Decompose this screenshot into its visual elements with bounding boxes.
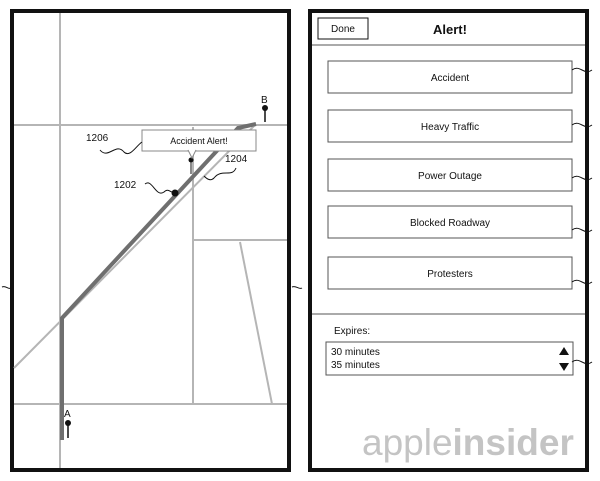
ref-label-1202: 1202: [114, 180, 137, 191]
start-marker-pin-icon: [65, 420, 71, 426]
margin-lead-center: [292, 287, 302, 289]
expires-label: Expires:: [334, 326, 371, 337]
alert-type-power-outage-button[interactable]: [328, 159, 592, 191]
ref-label-1204: 1204: [225, 154, 248, 165]
alert-title: Alert!: [433, 22, 467, 37]
alert-type-label: Accident: [430, 73, 470, 84]
watermark-text: [362, 422, 574, 463]
user-location-dot: [172, 190, 179, 197]
alert-type-label: Protesters: [427, 269, 473, 280]
start-marker-label: A: [64, 409, 71, 420]
watermark-bold-part: insider: [452, 422, 574, 463]
appleinsider-watermark: [362, 422, 574, 463]
alert-type-heavy-traffic-button[interactable]: [328, 110, 592, 142]
map-panel: [12, 11, 289, 470]
alert-bubble-text: Accident Alert!: [170, 136, 228, 146]
end-marker-label: B: [261, 95, 268, 106]
alert-type-label: Blocked Roadway: [409, 218, 491, 229]
expires-picker[interactable]: [326, 342, 573, 375]
done-button[interactable]: [318, 18, 368, 39]
alert-type-blocked-roadway-button[interactable]: [328, 206, 592, 238]
alert-panel: [310, 11, 592, 470]
watermark-light-part: apple: [362, 422, 453, 463]
alert-type-protesters-button[interactable]: [328, 257, 592, 289]
alert-point-dot: [189, 158, 194, 163]
expires-option: 30 minutes: [331, 347, 380, 358]
alert-type-label: Power Outage: [418, 171, 482, 182]
ref-label-1206: 1206: [86, 133, 109, 144]
alert-type-accident-button[interactable]: [328, 61, 592, 93]
expires-option: 35 minutes: [331, 360, 380, 371]
margin-lead-left: [2, 287, 11, 289]
done-button-label: Done: [331, 24, 355, 35]
alert-type-label: Heavy Traffic: [420, 122, 480, 133]
